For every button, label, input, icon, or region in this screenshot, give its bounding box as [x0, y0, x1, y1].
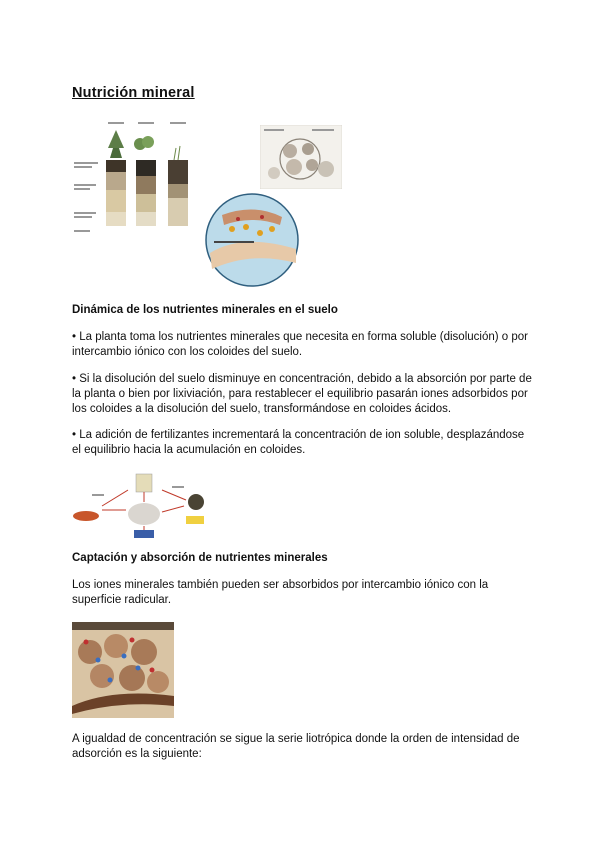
fertilizer-equilibrium-diagram [72, 472, 218, 542]
soil-pile-icon [73, 511, 99, 521]
paragraph-dynamics-2: • Si la disolución del suelo disminuye en concentración, debido a la absorción por parte de la planta o bien por lixiviación, para restablecer el equilibrio pasarán iones adsorbidos por los coloides a la disolución del suelo, transformándose en coloides ácidos. [72, 373, 532, 415]
section-heading-capture: Captación y absorción de nutrientes minerales [72, 552, 328, 564]
soil-clump-icon [188, 494, 204, 510]
soil-aggregate-figure [260, 125, 342, 189]
paragraph-capture-2: A igualdad de concentración se sigue la serie liotrópica donde la orden de intensidad de adsorción es la siguiente: [72, 733, 520, 760]
paragraph-capture-1: Los iones minerales también pueden ser absorbidos por intercambio iónico con la superficie radicular. [72, 579, 489, 606]
soil-profiles-figure [72, 118, 207, 240]
soil-particle-magnified-figure [202, 193, 302, 287]
paragraph-dynamics-1: • La planta toma los nutrientes minerales que necesita en forma soluble (disolución) o por intercambio iónico con los coloides del suelo. [72, 331, 528, 358]
section-heading-dynamics: Dinámica de los nutrientes minerales en el suelo [72, 304, 338, 316]
paragraph-dynamics-3: • La adición de fertilizantes incrementará la concentración de ion soluble, desplazándose el equilibrio hacia la acumulación en coloides. [72, 429, 525, 456]
fertilizer-bag-icon [136, 474, 152, 492]
page-title: Nutrición mineral [72, 85, 195, 101]
root-ion-exchange-figure [72, 622, 174, 718]
